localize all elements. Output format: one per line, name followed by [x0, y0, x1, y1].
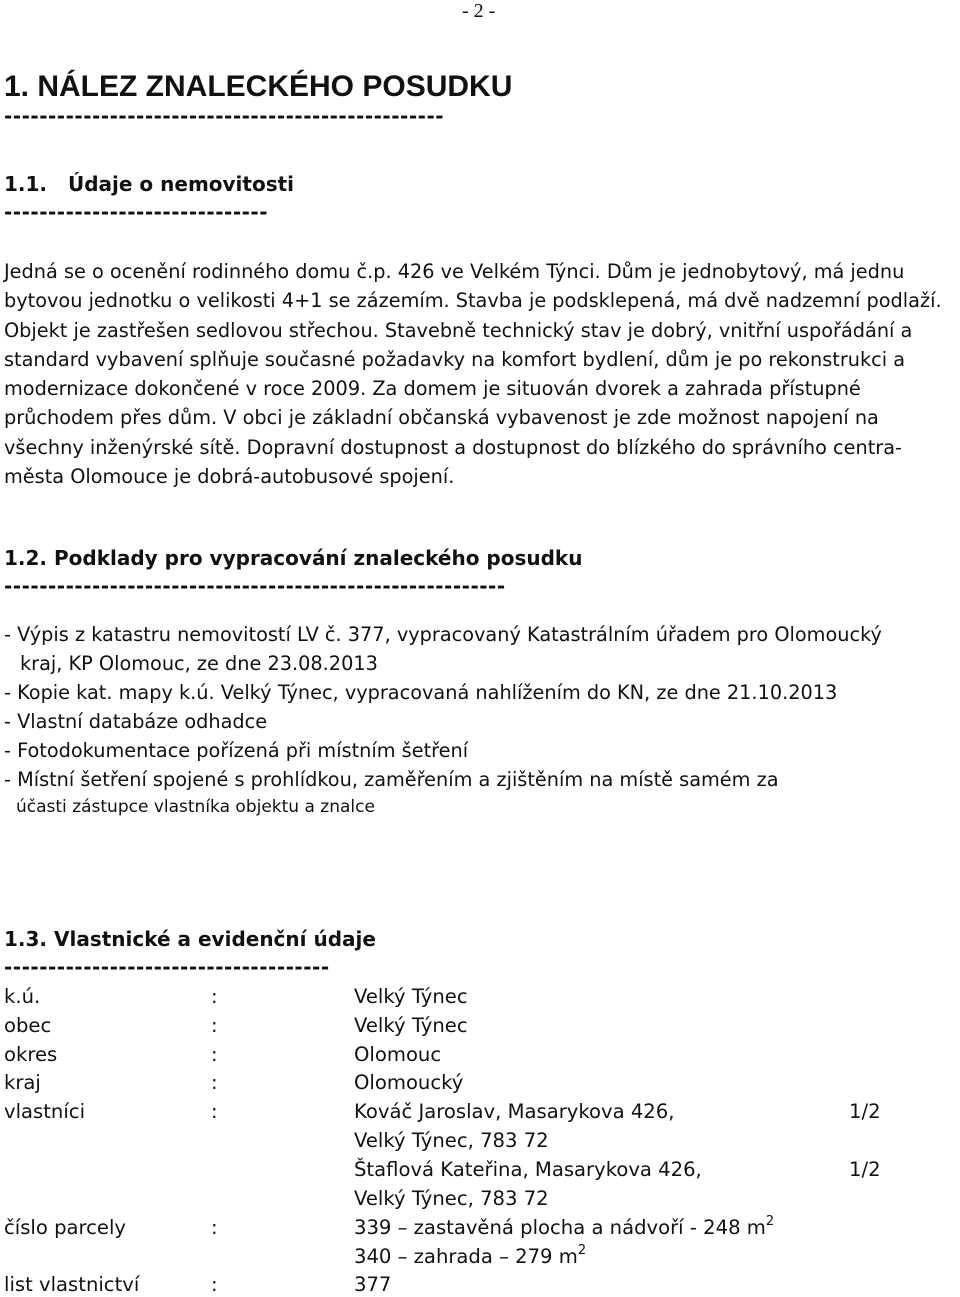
owner-1-city: Velký Týnec, 783 72	[354, 1129, 549, 1152]
row-owners-label: vlastníci	[4, 1100, 86, 1123]
owner-2-city: Velký Týnec, 783 72	[354, 1187, 549, 1210]
section-1-1-number: 1.1.	[4, 172, 48, 196]
row-kraj-colon: :	[211, 1071, 218, 1094]
page-number: - 2 -	[462, 0, 496, 22]
row-ku-label: k.ú.	[4, 985, 41, 1008]
parcel-339-text: 339 – zastavěná plocha a nádvoří - 248 m	[354, 1216, 766, 1239]
parcel-340-text: 340 – zahrada – 279 m	[354, 1245, 578, 1268]
parcel-339	[354, 1216, 774, 1239]
parcel-340-unit-exponent: 2	[577, 1243, 587, 1258]
source-item-3: - Vlastní databáze odhadce	[4, 710, 268, 733]
row-kraj-label: kraj	[4, 1071, 41, 1094]
property-description: Jedná se o ocenění rodinného domu č.p. 426 ve Velkém Týnci. Dům je jednobytový, má jednu bytovou jednotku o velikosti 4+1 se zázemím. Stavba je podsklepená, má dvě nadzemní podlaží. Objekt je zastřešen sedlovou střechou. Stavebně technický stav je dobrý, vnitřní uspořádání a standard vybavení splňuje současné požadavky na komfort bydlení, dům je po rekonstrukci a modernizace dokončené v roce 2009. Za domem je situován dvorek a zahrada přístupné průchodem přes dům. V obci je základní občanská vybavenost je zde možnost napojení na všechny inženýrské sítě. Dopravní dostupnost a dostupnost do blízkého do správního centra-města Olomouce je dobrá-autobusové spojení.	[4, 260, 942, 489]
row-obec-value: Velký Týnec	[354, 1014, 468, 1037]
owner-1-name-address: Kováč Jaroslav, Masarykova 426,	[354, 1100, 675, 1123]
row-okres-label: okres	[4, 1043, 58, 1066]
row-ku-value: Velký Týnec	[354, 985, 468, 1008]
source-item-5-cont: účasti zástupce vlastníka objektu a znalce	[16, 797, 375, 817]
row-okres-colon: :	[211, 1043, 218, 1066]
row-parcel-colon: :	[211, 1216, 218, 1239]
row-lv-value: 377	[354, 1273, 392, 1296]
parcel-340	[354, 1245, 586, 1268]
source-item-1: - Výpis z katastru nemovitostí LV č. 377, vypracovaný Katastrálním úřadem pro Olomoucký	[4, 623, 882, 646]
row-parcel-label: číslo parcely	[4, 1216, 127, 1239]
row-ku-colon: :	[211, 985, 218, 1008]
row-lv-colon: :	[211, 1273, 218, 1296]
source-item-4: - Fotodokumentace pořízená při místním šetření	[4, 739, 469, 762]
source-item-1-cont: kraj, KP Olomouc, ze dne 23.08.2013	[20, 652, 378, 675]
heading-underline: --------------------------------------------------	[4, 104, 445, 128]
section-1-3-title: 1.3. Vlastnické a evidenční údaje	[4, 927, 376, 951]
owner-2-share: 1/2	[849, 1158, 881, 1181]
parcel-339-unit-exponent: 2	[765, 1214, 775, 1229]
row-okres-value: Olomouc	[354, 1043, 442, 1066]
row-lv-label: list vlastnictví	[4, 1273, 140, 1296]
row-owners-colon: :	[211, 1100, 218, 1123]
source-item-5: - Místní šetření spojené s prohlídkou, zaměřením a zjištěním na místě samém za	[4, 768, 779, 791]
section-1-2-underline: ---------------------------------------------------------	[4, 574, 506, 598]
owner-2-name-address: Štaflová Kateřina, Masarykova 426,	[354, 1158, 702, 1181]
main-heading: 1. NÁLEZ ZNALECKÉHO POSUDKU	[4, 70, 513, 103]
section-1-2-title: 1.2. Podklady pro vypracování znaleckého posudku	[4, 546, 583, 570]
owner-1-share: 1/2	[849, 1100, 881, 1123]
row-obec-label: obec	[4, 1014, 52, 1037]
section-1-3-underline: -------------------------------------	[4, 955, 330, 979]
row-kraj-value: Olomoucký	[354, 1071, 464, 1094]
section-1-1-title: Údaje o nemovitosti	[68, 172, 295, 196]
source-item-2: - Kopie kat. mapy k.ú. Velký Týnec, vypracovaná nahlížením do KN, ze dne 21.10.2013	[4, 681, 838, 704]
section-1-1-underline: ------------------------------	[4, 200, 269, 224]
row-obec-colon: :	[211, 1014, 218, 1037]
